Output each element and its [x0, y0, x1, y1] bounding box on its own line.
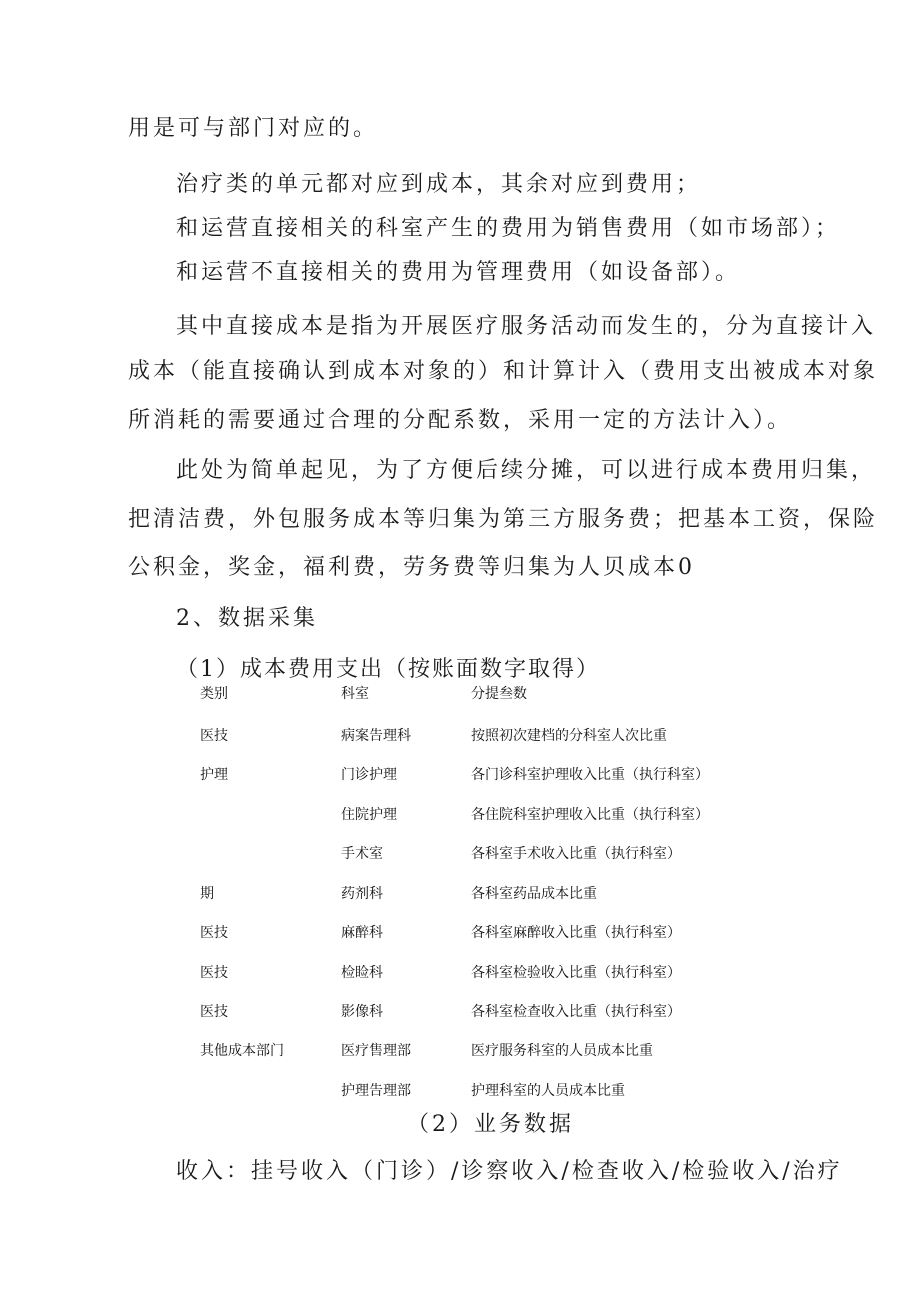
section-title: 2、数据采集 [176, 606, 318, 631]
table-cell: 麻醉科 [341, 925, 383, 941]
table-cell: 医技 [200, 1004, 228, 1020]
table-header-allocation-basis: 分提叁数 [471, 686, 527, 702]
table-cell: 各科室药品成本比重 [471, 886, 597, 902]
table-cell: 影像科 [341, 1004, 383, 1020]
table-cell: 各门诊科室护理收入比重（执行科室） [471, 767, 709, 783]
paragraph-line: 所消耗的需要通过合理的分配系数，采用一定的方法计入）。 [128, 408, 793, 433]
table-cell: 护理告理部 [341, 1083, 411, 1099]
paragraph-line: 和运营直接相关的科室产生的费用为销售费用（如市场部）； [176, 216, 841, 241]
table-cell: 医技 [200, 925, 228, 941]
table-cell: 住院护理 [341, 807, 397, 823]
paragraph-line: 治疗类的单元都对应到成本，其余对应到费用； [176, 172, 702, 197]
table-cell: 医技 [200, 965, 228, 981]
table-cell: 各科室检查收入比重（执行科室） [471, 1004, 681, 1020]
table-cell: 各住院科室护理收入比重（执行科室） [471, 807, 709, 823]
table-cell: 护理科室的人员成本比重 [471, 1083, 625, 1099]
table-cell: 期 [200, 886, 214, 902]
table-cell: 病案告理科 [341, 728, 411, 744]
table-cell: 门诊护理 [341, 767, 397, 783]
table-cell: 药剂科 [341, 886, 383, 902]
table-header-category: 类别 [200, 686, 228, 702]
table-cell: 医疗服务科室的人员成本比重 [471, 1043, 653, 1059]
table-cell: 手术室 [341, 846, 383, 862]
table-cell: 其他成本部门 [200, 1043, 284, 1059]
table-cell: 检睑科 [341, 965, 383, 981]
subsection-title: （1）成本费用支出（按账面数字取得） [176, 657, 600, 682]
table-cell: 各科室手术收入比重（执行科室） [471, 846, 681, 862]
table-cell: 按照初次建档的分科室人次比重 [471, 728, 667, 744]
table-cell: 各科室麻醉收入比重（执行科室） [471, 925, 681, 941]
income-line: 收入：挂号收入（门诊）/诊察收入/检查收入/检验收入/治疗 [176, 1159, 843, 1184]
paragraph-line: 公积金，奖金，福利费，劳务费等归集为人贝成本0 [128, 555, 695, 580]
table-cell: 护理 [200, 767, 228, 783]
table-cell: 各科室检验收入比重（执行科室） [471, 965, 681, 981]
table-cell: 医疗售理部 [341, 1043, 411, 1059]
paragraph-line: 其中直接成本是指为开展医疗服务活动而发生的，分为直接计入 [176, 314, 877, 339]
paragraph-line: 和运营不直接相关的费用为管理费用（如设备部）。 [176, 260, 741, 285]
paragraph-line: 把清洁费，外包服务成本等归集为第三方服务费；把基本工资，保险 [128, 507, 879, 532]
subsection-title: （2）业务数据 [407, 1112, 574, 1137]
paragraph-line: 此处为简单起见，为了方便后续分摊，可以进行成本费用归集， [176, 458, 877, 483]
table-header-department: 科室 [341, 686, 369, 702]
paragraph-line: 成本（能直接确认到成本对象的）和计算计入（费用支出被成本对象 [128, 359, 879, 384]
paragraph-line: 用是可与部门对应的。 [128, 116, 379, 141]
table-cell: 医技 [200, 728, 228, 744]
